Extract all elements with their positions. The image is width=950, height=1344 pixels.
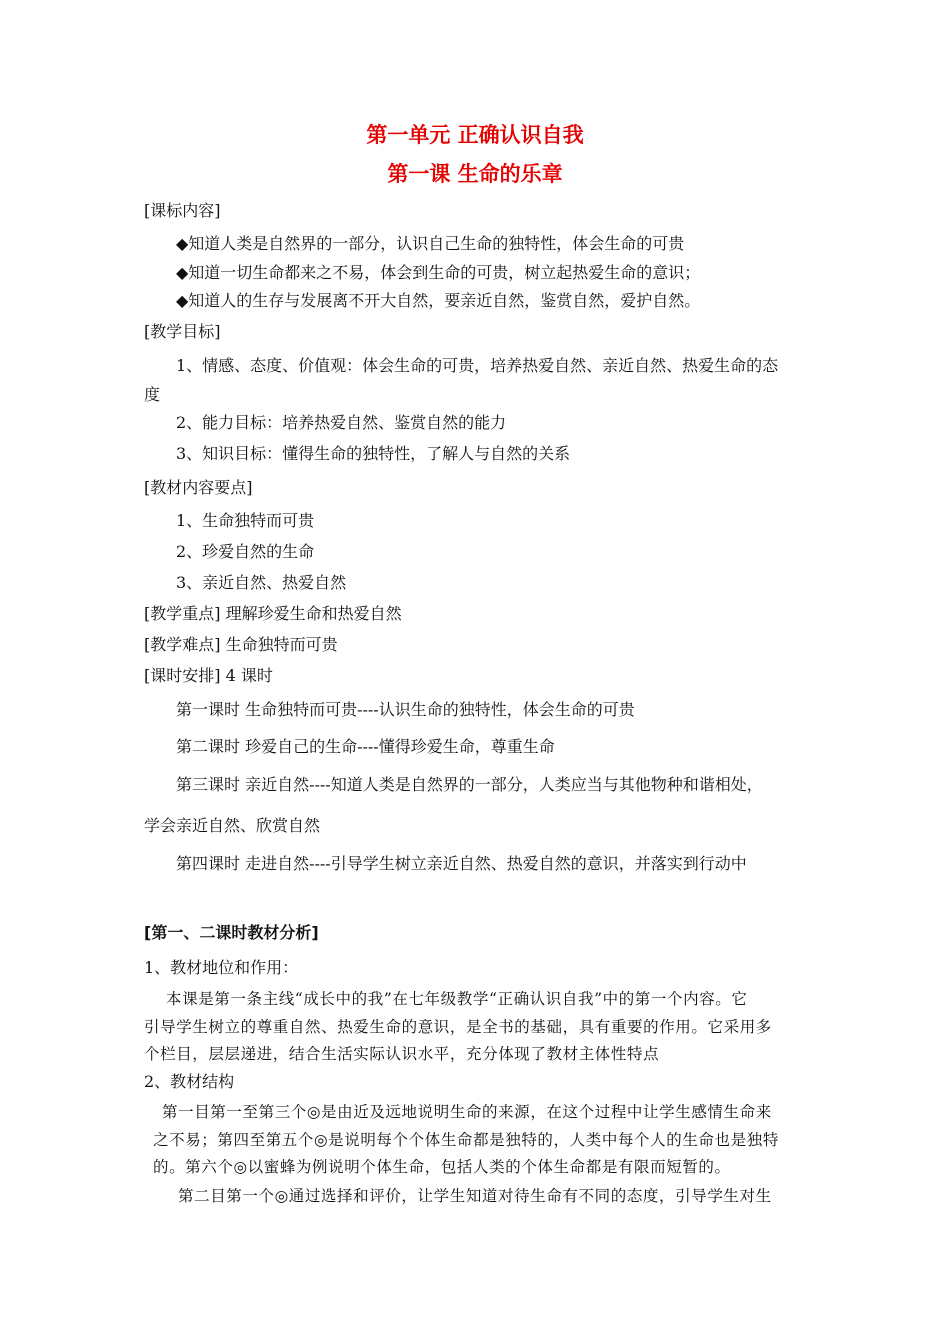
teaching-difficulty: [教学难点] 生命独特而可贵 (144, 635, 338, 654)
analysis-paragraph-line: 的。第六个◎以蜜蜂为例说明个体生命，包括人类的个体生命都是有限而短暂的。 (153, 1158, 731, 1176)
goal-item-1-continued: 度 (144, 385, 161, 404)
analysis-section-1: 1、教材地位和作用： (144, 958, 299, 977)
schedule-period-2: 第二课时 珍爱自己的生命----懂得珍爱生命，尊重生命 (176, 737, 555, 756)
analysis-paragraph-line: 个栏目，层层递进，结合生活实际认识水平，充分体现了教材主体性特点 (144, 1045, 660, 1063)
analysis-paragraph-line: 本课是第一条主线“成长中的我”在七年级教学“正确认识自我”中的第一个内容。它 (166, 990, 748, 1008)
schedule-period-4: 第四课时 走进自然----引导学生树立亲近自然、热爱自然的意识，并落实到行动中 (176, 854, 747, 873)
key-point-item: 2、珍爱自然的生命 (176, 542, 315, 561)
analysis-paragraph-line: 之不易；第四至第五个◎是说明每个个体生命都是独特的，人类中每个人的生命也是独特 (153, 1131, 779, 1149)
schedule-heading: [课时安排] 4 课时 (144, 666, 273, 685)
analysis-paragraph-line: 引导学生树立的尊重自然、热爱生命的意识，是全书的基础，具有重要的作用。它采用多 (144, 1018, 772, 1036)
lesson-title: 第一课 生命的乐章 (387, 162, 563, 186)
analysis-section-2: 2、教材结构 (144, 1072, 235, 1091)
analysis-paragraph-line: 第二目第一个◎通过选择和评价，让学生知道对待生命有不同的态度，引导学生对生 (178, 1187, 772, 1205)
curriculum-heading: [课标内容] (144, 201, 221, 220)
goals-heading: [教学目标] (144, 322, 221, 341)
curriculum-item: ◆知道人的生存与发展离不开大自然，要亲近自然，鉴赏自然，爱护自然。 (176, 291, 701, 310)
goal-item-3: 3、知识目标：懂得生命的独特性，了解人与自然的关系 (176, 444, 571, 463)
curriculum-item: ◆知道一切生命都来之不易，体会到生命的可贵，树立起热爱生命的意识； (176, 263, 701, 282)
curriculum-item: ◆知道人类是自然界的一部分，认识自己生命的独特性，体会生命的可贵 (176, 234, 685, 253)
unit-title: 第一单元 正确认识自我 (366, 123, 584, 147)
key-point-item: 3、亲近自然、热爱自然 (176, 573, 347, 592)
analysis-paragraph-line: 第一目第一至第三个◎是由近及远地说明生命的来源，在这个过程中让学生感情生命来 (162, 1103, 772, 1121)
schedule-period-3: 第三课时 亲近自然----知道人类是自然界的一部分，人类应当与其他物种和谐相处， (176, 775, 763, 794)
key-point-item: 1、生命独特而可贵 (176, 511, 315, 530)
goal-item-2: 2、能力目标：培养热爱自然、鉴赏自然的能力 (176, 413, 507, 432)
schedule-period-1: 第一课时 生命独特而可贵----认识生命的独特性，体会生命的可贵 (176, 700, 635, 719)
analysis-heading: [第一、二课时教材分析] (144, 923, 319, 942)
goal-item-1: 1、情感、态度、价值观：体会生命的可贵，培养热爱自然、亲近自然、热爱生命的态 (176, 356, 779, 375)
teaching-focus: [教学重点] 理解珍爱生命和热爱自然 (144, 604, 402, 623)
key-points-heading: [教材内容要点] (144, 478, 253, 497)
schedule-period-3-continued: 学会亲近自然、欣赏自然 (144, 816, 321, 835)
